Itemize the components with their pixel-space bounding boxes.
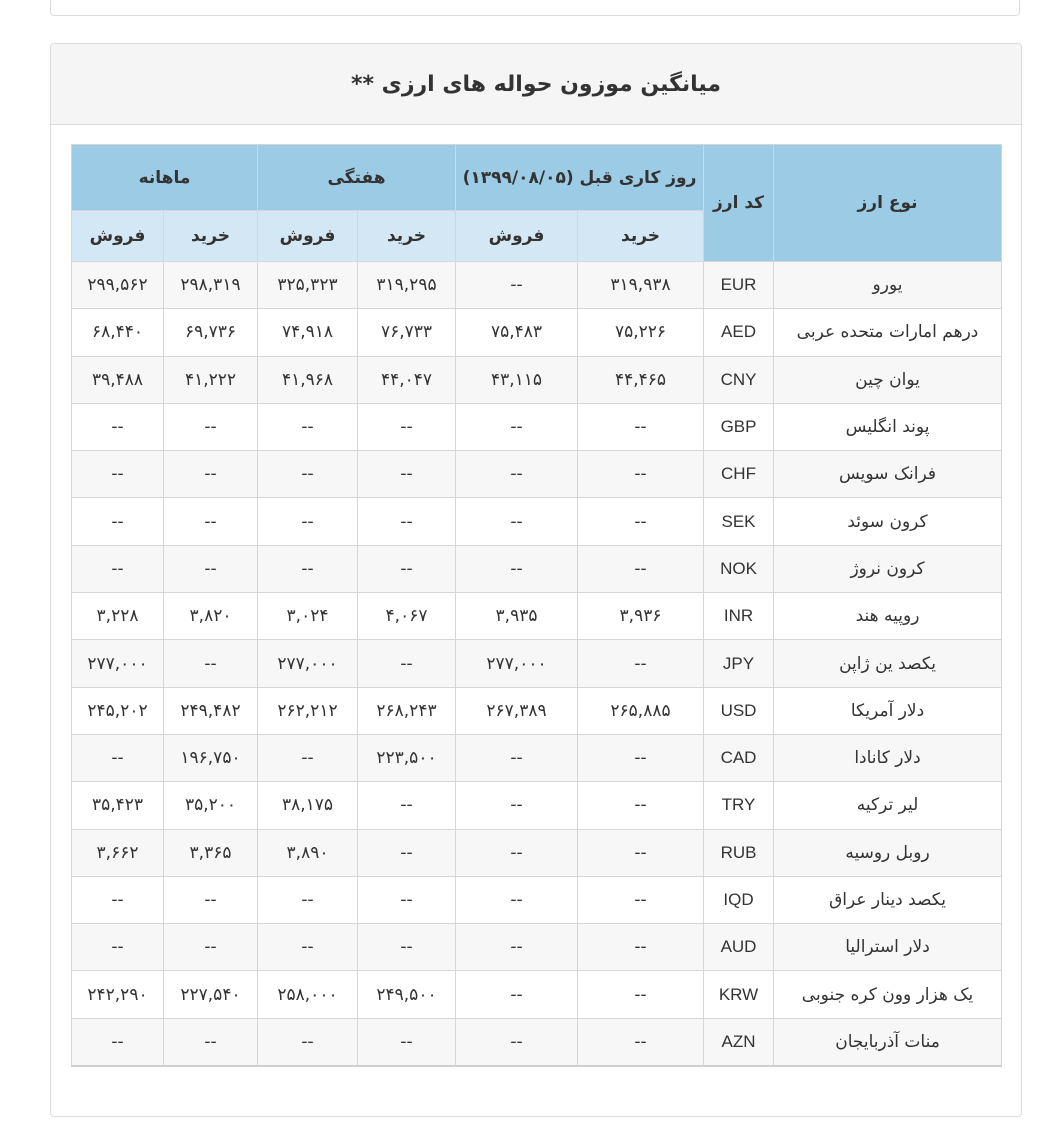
monthly-sell-cell: ۳۵,۴۲۳ <box>72 782 164 829</box>
monthly-buy-cell: ۲۴۹,۴۸۲ <box>164 687 258 734</box>
monthly-buy-cell: ۳,۸۲۰ <box>164 593 258 640</box>
currency-code-cell: AUD <box>704 924 774 971</box>
monthly-sell-cell: ۳,۲۲۸ <box>72 593 164 640</box>
header-row-1 <box>72 145 1002 211</box>
prev-day-buy-cell: -- <box>578 545 704 592</box>
currency-code-cell: INR <box>704 593 774 640</box>
prev-day-buy-cell: ۳,۹۳۶ <box>578 593 704 640</box>
prev-day-sell-cell: ۷۵,۴۸۳ <box>456 309 578 356</box>
header-monthly-buy: خرید <box>164 211 258 262</box>
prev-day-buy-cell: -- <box>578 829 704 876</box>
prev-day-sell-cell: ۲۶۷,۳۸۹ <box>456 687 578 734</box>
currency-code-cell: AED <box>704 309 774 356</box>
monthly-sell-cell: ۳,۶۶۲ <box>72 829 164 876</box>
currency-code-cell: SEK <box>704 498 774 545</box>
prev-day-buy-cell: ۷۵,۲۲۶ <box>578 309 704 356</box>
monthly-buy-cell: -- <box>164 640 258 687</box>
currency-code-cell: EUR <box>704 262 774 309</box>
table-row <box>72 876 1002 923</box>
currency-name-cell: یورو <box>774 262 1002 309</box>
prev-day-buy-cell: -- <box>578 782 704 829</box>
monthly-sell-cell: -- <box>72 545 164 592</box>
monthly-buy-cell: ۱۹۶,۷۵۰ <box>164 734 258 781</box>
weekly-sell-cell: -- <box>258 734 358 781</box>
table-row <box>72 451 1002 498</box>
monthly-buy-cell: ۲۹۸,۳۱۹ <box>164 262 258 309</box>
prev-day-buy-cell: ۳۱۹,۹۳۸ <box>578 262 704 309</box>
table-row <box>72 356 1002 403</box>
table-row <box>72 971 1002 1018</box>
monthly-buy-cell: ۶۹,۷۳۶ <box>164 309 258 356</box>
prev-day-sell-cell: -- <box>456 924 578 971</box>
table-row <box>72 545 1002 592</box>
header-currency-type: نوع ارز <box>774 145 1002 262</box>
table-row <box>72 640 1002 687</box>
monthly-sell-cell: ۲۴۵,۲۰۲ <box>72 687 164 734</box>
table-wrapper <box>71 144 1001 1067</box>
table-row <box>72 309 1002 356</box>
weekly-sell-cell: -- <box>258 876 358 923</box>
weekly-buy-cell: -- <box>358 498 456 545</box>
header-weekly: هفتگی <box>258 145 456 211</box>
currency-name-cell: یکصد ین ژاپن <box>774 640 1002 687</box>
weekly-buy-cell: ۷۶,۷۳۳ <box>358 309 456 356</box>
currency-name-cell: لیر ترکیه <box>774 782 1002 829</box>
weekly-sell-cell: ۳,۸۹۰ <box>258 829 358 876</box>
prev-day-buy-cell: -- <box>578 403 704 450</box>
weekly-buy-cell: ۴۴,۰۴۷ <box>358 356 456 403</box>
table-row <box>72 782 1002 829</box>
prev-day-sell-cell: -- <box>456 498 578 545</box>
monthly-buy-cell: ۲۲۷,۵۴۰ <box>164 971 258 1018</box>
monthly-sell-cell: ۲۹۹,۵۶۲ <box>72 262 164 309</box>
table-row <box>72 829 1002 876</box>
currency-name-cell: کرون نروژ <box>774 545 1002 592</box>
table-head <box>72 145 1002 262</box>
monthly-sell-cell: ۲۴۲,۲۹۰ <box>72 971 164 1018</box>
weekly-buy-cell: ۲۲۳,۵۰۰ <box>358 734 456 781</box>
card-header <box>51 44 1021 125</box>
currency-code-cell: CAD <box>704 734 774 781</box>
prev-day-buy-cell: ۲۶۵,۸۸۵ <box>578 687 704 734</box>
weekly-buy-cell: -- <box>358 545 456 592</box>
currency-name-cell: دلار آمریکا <box>774 687 1002 734</box>
weekly-buy-cell: -- <box>358 403 456 450</box>
prev-day-sell-cell: -- <box>456 782 578 829</box>
weekly-sell-cell: ۲۶۲,۲۱۲ <box>258 687 358 734</box>
table-row <box>72 498 1002 545</box>
header-monthly-sell: فروش <box>72 211 164 262</box>
prev-day-sell-cell: -- <box>456 734 578 781</box>
weekly-sell-cell: ۲۵۸,۰۰۰ <box>258 971 358 1018</box>
weekly-sell-cell: -- <box>258 1018 358 1066</box>
currency-name-cell: دلار استرالیا <box>774 924 1002 971</box>
monthly-buy-cell: -- <box>164 498 258 545</box>
table-row <box>72 1018 1002 1066</box>
weekly-sell-cell: ۳۲۵,۳۲۳ <box>258 262 358 309</box>
currency-code-cell: GBP <box>704 403 774 450</box>
weighted-average-card <box>50 43 1022 1117</box>
prev-day-buy-cell: -- <box>578 640 704 687</box>
currency-name-cell: درهم امارات متحده عربی <box>774 309 1002 356</box>
weekly-buy-cell: -- <box>358 451 456 498</box>
weekly-sell-cell: -- <box>258 451 358 498</box>
card-title: میانگین موزون حواله های ارزی ** <box>350 71 722 97</box>
prev-day-sell-cell: ۲۷۷,۰۰۰ <box>456 640 578 687</box>
weekly-buy-cell: ۳۱۹,۲۹۵ <box>358 262 456 309</box>
monthly-sell-cell: -- <box>72 1018 164 1066</box>
monthly-sell-cell: -- <box>72 498 164 545</box>
monthly-sell-cell: -- <box>72 451 164 498</box>
prev-day-sell-cell: ۴۳,۱۱۵ <box>456 356 578 403</box>
currency-name-cell: یک هزار وون کره جنوبی <box>774 971 1002 1018</box>
weekly-buy-cell: -- <box>358 829 456 876</box>
weekly-sell-cell: ۷۴,۹۱۸ <box>258 309 358 356</box>
weekly-sell-cell: ۲۷۷,۰۰۰ <box>258 640 358 687</box>
monthly-buy-cell: -- <box>164 545 258 592</box>
monthly-buy-cell: ۳۵,۲۰۰ <box>164 782 258 829</box>
header-prev-sell: فروش <box>456 211 578 262</box>
table-row <box>72 734 1002 781</box>
currency-code-cell: AZN <box>704 1018 774 1066</box>
table-row <box>72 593 1002 640</box>
header-currency-code: کد ارز <box>704 145 774 262</box>
prev-day-sell-cell: -- <box>456 829 578 876</box>
prev-day-buy-cell: ۴۴,۴۶۵ <box>578 356 704 403</box>
prev-day-buy-cell: -- <box>578 498 704 545</box>
currency-code-cell: CHF <box>704 451 774 498</box>
monthly-buy-cell: -- <box>164 924 258 971</box>
prev-day-buy-cell: -- <box>578 971 704 1018</box>
monthly-buy-cell: -- <box>164 403 258 450</box>
prev-day-buy-cell: -- <box>578 1018 704 1066</box>
header-prev-buy: خرید <box>578 211 704 262</box>
currency-code-cell: TRY <box>704 782 774 829</box>
currency-name-cell: یوان چین <box>774 356 1002 403</box>
monthly-sell-cell: -- <box>72 403 164 450</box>
prev-day-sell-cell: -- <box>456 451 578 498</box>
table-row <box>72 403 1002 450</box>
currency-name-cell: پوند انگلیس <box>774 403 1002 450</box>
weekly-buy-cell: ۲۶۸,۲۴۳ <box>358 687 456 734</box>
header-weekly-sell: فروش <box>258 211 358 262</box>
weekly-buy-cell: -- <box>358 640 456 687</box>
weekly-sell-cell: ۳,۰۲۴ <box>258 593 358 640</box>
currency-name-cell: دلار کانادا <box>774 734 1002 781</box>
prev-day-buy-cell: -- <box>578 451 704 498</box>
prev-day-sell-cell: -- <box>456 545 578 592</box>
previous-card-bottom <box>50 0 1020 16</box>
header-weekly-buy: خرید <box>358 211 456 262</box>
weekly-sell-cell: -- <box>258 403 358 450</box>
prev-day-sell-cell: -- <box>456 1018 578 1066</box>
currency-name-cell: منات آذربایجان <box>774 1018 1002 1066</box>
monthly-sell-cell: -- <box>72 876 164 923</box>
currency-name-cell: روپیه هند <box>774 593 1002 640</box>
monthly-buy-cell: ۳,۳۶۵ <box>164 829 258 876</box>
monthly-buy-cell: -- <box>164 876 258 923</box>
weekly-buy-cell: -- <box>358 782 456 829</box>
weekly-buy-cell: ۲۴۹,۵۰۰ <box>358 971 456 1018</box>
weekly-sell-cell: ۴۱,۹۶۸ <box>258 356 358 403</box>
currency-name-cell: کرون سوئد <box>774 498 1002 545</box>
monthly-buy-cell: -- <box>164 1018 258 1066</box>
prev-day-sell-cell: -- <box>456 971 578 1018</box>
prev-day-buy-cell: -- <box>578 734 704 781</box>
currency-code-cell: IQD <box>704 876 774 923</box>
table-body <box>72 262 1002 1067</box>
currency-name-cell: روبل روسیه <box>774 829 1002 876</box>
weekly-buy-cell: -- <box>358 924 456 971</box>
monthly-buy-cell: -- <box>164 451 258 498</box>
monthly-sell-cell: ۶۸,۴۴۰ <box>72 309 164 356</box>
monthly-sell-cell: -- <box>72 734 164 781</box>
monthly-sell-cell: -- <box>72 924 164 971</box>
currency-code-cell: KRW <box>704 971 774 1018</box>
weekly-buy-cell: -- <box>358 876 456 923</box>
currency-code-cell: NOK <box>704 545 774 592</box>
currency-name-cell: یکصد دینار عراق <box>774 876 1002 923</box>
currency-code-cell: JPY <box>704 640 774 687</box>
weekly-sell-cell: -- <box>258 545 358 592</box>
monthly-buy-cell: ۴۱,۲۲۲ <box>164 356 258 403</box>
currency-name-cell: فرانک سویس <box>774 451 1002 498</box>
prev-day-sell-cell: -- <box>456 403 578 450</box>
currency-code-cell: USD <box>704 687 774 734</box>
header-previous-day: روز کاری قبل (۱۳۹۹/۰۸/۰۵) <box>456 145 704 211</box>
monthly-sell-cell: ۳۹,۴۸۸ <box>72 356 164 403</box>
prev-day-buy-cell: -- <box>578 924 704 971</box>
monthly-sell-cell: ۲۷۷,۰۰۰ <box>72 640 164 687</box>
prev-day-sell-cell: -- <box>456 262 578 309</box>
prev-day-sell-cell: -- <box>456 876 578 923</box>
header-monthly: ماهانه <box>72 145 258 211</box>
exchange-rates-table <box>71 144 1002 1067</box>
table-row <box>72 262 1002 309</box>
currency-code-cell: CNY <box>704 356 774 403</box>
table-row <box>72 924 1002 971</box>
currency-code-cell: RUB <box>704 829 774 876</box>
weekly-sell-cell: -- <box>258 924 358 971</box>
prev-day-sell-cell: ۳,۹۳۵ <box>456 593 578 640</box>
weekly-buy-cell: -- <box>358 1018 456 1066</box>
weekly-buy-cell: ۴,۰۶۷ <box>358 593 456 640</box>
table-row <box>72 687 1002 734</box>
prev-day-buy-cell: -- <box>578 876 704 923</box>
weekly-sell-cell: ۳۸,۱۷۵ <box>258 782 358 829</box>
weekly-sell-cell: -- <box>258 498 358 545</box>
